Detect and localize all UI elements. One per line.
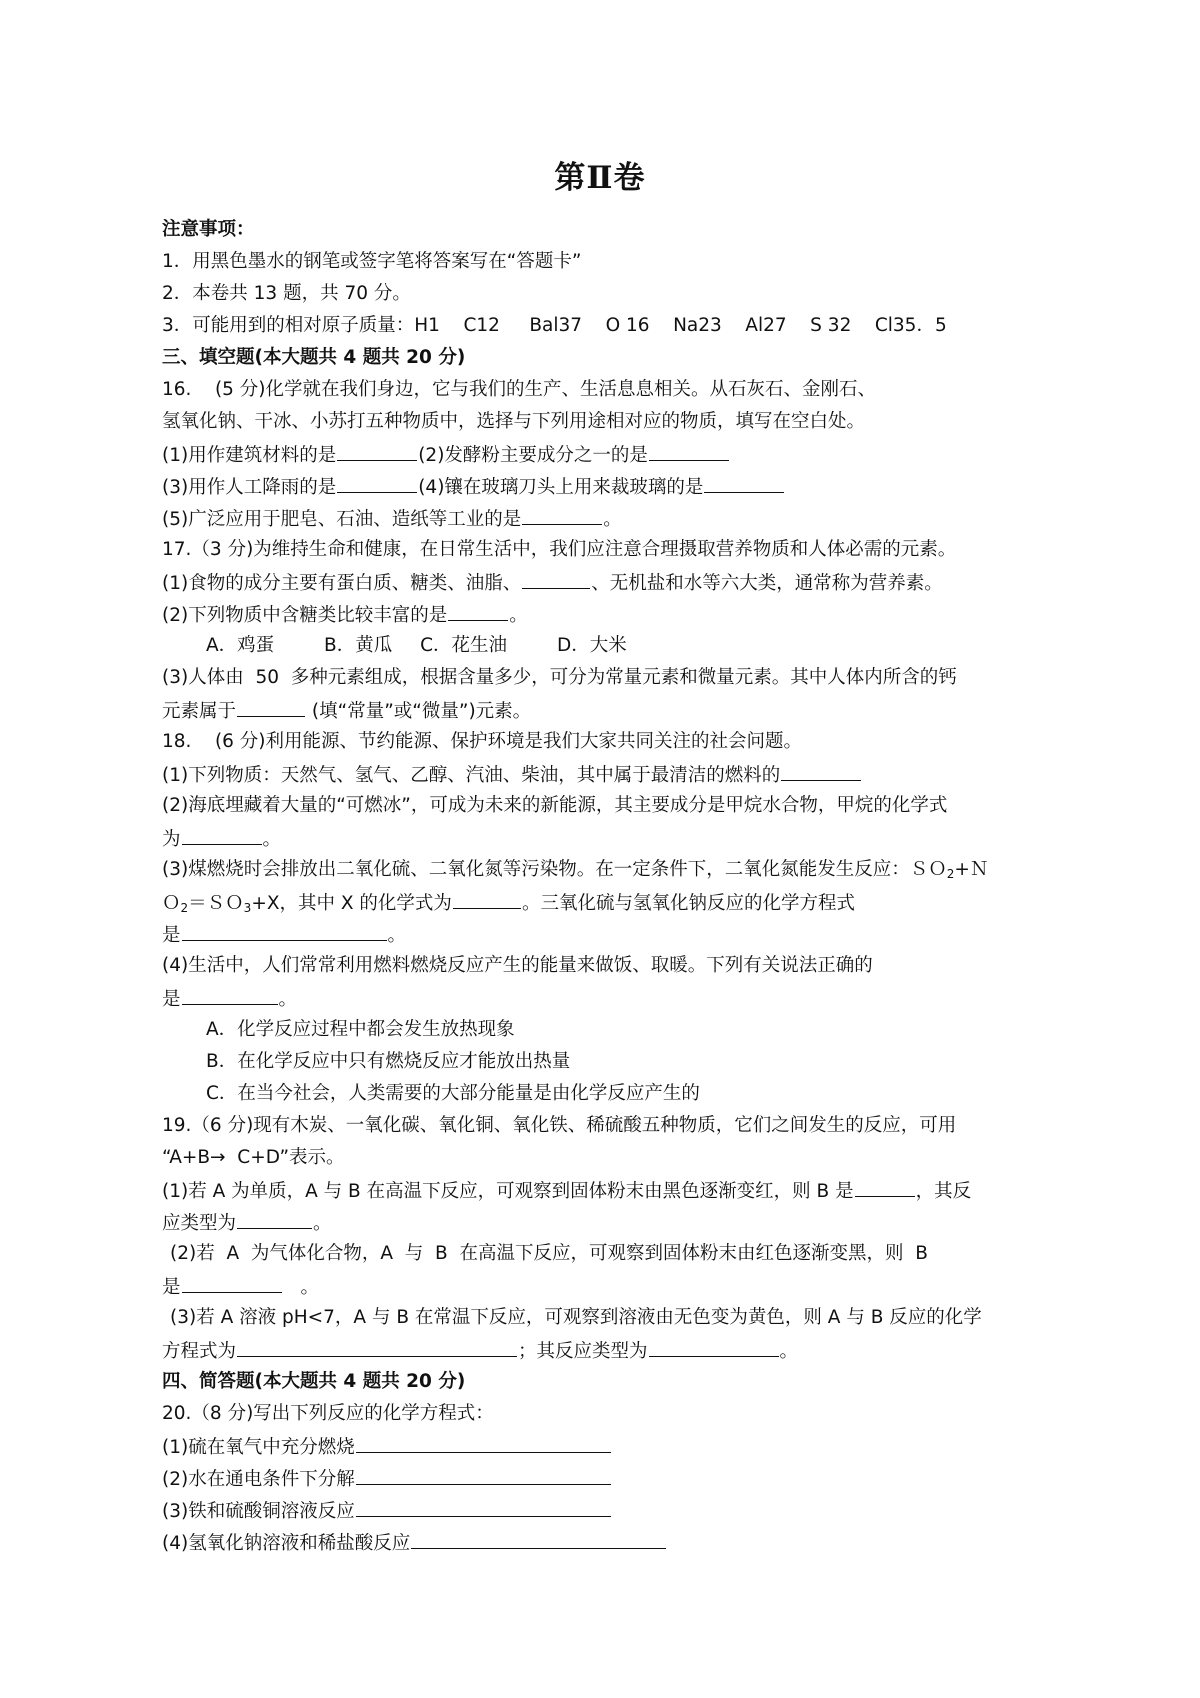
q18-part-3 bbox=[162, 854, 1062, 886]
notice-heading: 注意事项： bbox=[162, 219, 255, 240]
notice-item: 3．可能用到的相对原子质量：H1 C12 Bal37 O 16 Na23 Al27 S 32 Cl35．5 bbox=[162, 315, 947, 336]
q17-p1b: 、无机盐和水等六大类，通常称为营养素。 bbox=[591, 573, 943, 594]
q18-part-2: (2)海底埋藏着大量的“可燃冰”，可成为未来的新能源，其主要成分是甲烷水合物，甲烷的化学式 bbox=[162, 795, 948, 816]
q20-part-4 bbox=[162, 1526, 1062, 1558]
q18-option: B．在化学反应中只有燃烧反应才能放出热量 bbox=[206, 1051, 571, 1072]
answer-blank[interactable] bbox=[522, 566, 590, 589]
option: B．黄瓜 bbox=[324, 635, 393, 656]
q17-part-3-cont bbox=[162, 694, 1062, 726]
q17-part-1 bbox=[162, 566, 1062, 598]
q20-p2: (2)水在通电条件下分解 bbox=[162, 1469, 355, 1490]
q20-p1: (1)硫在氧气中充分燃烧 bbox=[162, 1437, 355, 1458]
q18-option: C．在当今社会，人类需要的大部分能量是由化学反应产生的 bbox=[206, 1083, 700, 1104]
q18-part-3-cont bbox=[162, 886, 1062, 918]
q18-p3b-o: Ｏ bbox=[162, 893, 181, 914]
answer-blank[interactable] bbox=[182, 1270, 282, 1293]
q18-option: A．化学反应过程中都会发生放热现象 bbox=[206, 1019, 515, 1040]
answer-blank[interactable] bbox=[237, 1206, 312, 1229]
q18-part-1 bbox=[162, 758, 1062, 790]
q17-part-2 bbox=[162, 598, 1062, 630]
q19-part-3-cont bbox=[162, 1334, 1062, 1366]
q18-p1: (1)下列物质：天然气、氢气、乙醇、汽油、柴油，其中属于最清洁的燃料的 bbox=[162, 765, 781, 786]
q18-part-4-cont bbox=[162, 982, 1062, 1014]
answer-blank[interactable] bbox=[337, 438, 417, 461]
q18-stem: 18. (6 分)利用能源、节约能源、保护环境是我们大家共同关注的社会问题。 bbox=[162, 731, 803, 752]
q19-part-2: (2)若 A 为气体化合物，A 与 B 在高温下反应，可观察到固体粉末由红色逐渐变黑，则 B bbox=[170, 1243, 928, 1264]
q18-p3c-end: 。 bbox=[387, 925, 407, 946]
q19-p1a-end: ，其反 bbox=[915, 1181, 972, 1202]
q17-p3b: 元素属于 bbox=[162, 701, 237, 722]
answer-blank[interactable] bbox=[781, 758, 861, 781]
q18-p3b-end: 。三氧化硫与氢氧化钠反应的化学方程式 bbox=[521, 893, 855, 914]
q19-part-1-cont bbox=[162, 1206, 1062, 1238]
q19-p1a: (1)若 A 为单质，A 与 B 在高温下反应，可观察到固体粉末由黑色逐渐变红，则 B 是 bbox=[162, 1181, 854, 1202]
q16-part-1-2 bbox=[162, 438, 1062, 470]
subscript: 2 bbox=[180, 901, 189, 915]
q20-part-3 bbox=[162, 1494, 1062, 1526]
answer-blank[interactable] bbox=[855, 1174, 915, 1197]
page-title: 第Ⅱ卷 bbox=[554, 160, 646, 196]
answer-blank[interactable] bbox=[356, 1462, 611, 1485]
section-heading: 三、填空题(本大题共 4 题共 20 分) bbox=[162, 347, 466, 368]
q16-p3-text: (3)用作人工降雨的是 bbox=[162, 477, 337, 498]
q19-stem-cont: “A+B→ C+D”表示。 bbox=[162, 1147, 345, 1168]
q19-p2b-end: 。 bbox=[300, 1277, 320, 1298]
answer-blank[interactable] bbox=[182, 918, 387, 941]
q19-p3b: 方程式为 bbox=[162, 1341, 237, 1362]
answer-blank[interactable] bbox=[649, 1334, 779, 1357]
q18-p4b-end: 。 bbox=[278, 989, 298, 1010]
answer-blank[interactable] bbox=[182, 982, 278, 1005]
answer-blank[interactable] bbox=[237, 1334, 517, 1357]
q19-p3b-mid: ；其反应类型为 bbox=[518, 1341, 648, 1362]
q19-p2b: 是 bbox=[162, 1277, 181, 1298]
exam-content bbox=[162, 214, 1062, 1558]
q19-p1b-end: 。 bbox=[313, 1213, 332, 1234]
subscript: 2 bbox=[946, 867, 955, 881]
answer-blank[interactable] bbox=[237, 694, 305, 717]
notice-item: 2．本卷共 13 题，共 70 分。 bbox=[162, 283, 411, 304]
q16-part-5 bbox=[162, 502, 1062, 534]
answer-blank[interactable] bbox=[411, 1526, 666, 1549]
q16-p1-text: (1)用作建筑材料的是 bbox=[162, 445, 337, 466]
q17-p3c: (填“常量”或“微量”)元素。 bbox=[306, 701, 532, 722]
q18-part-4: (4)生活中，人们常常利用燃料燃烧反应产生的能量来做饭、取暖。下列有关说法正确的 bbox=[162, 955, 873, 976]
q18-p2-end: 。 bbox=[262, 829, 282, 850]
q18-p4b: 是 bbox=[162, 989, 181, 1010]
option: D．大米 bbox=[556, 635, 627, 656]
q20-p3: (3)铁和硫酸铜溶液反应 bbox=[162, 1501, 355, 1522]
q18-p3b-eq: ＝ＳＯ bbox=[188, 893, 244, 914]
answer-blank[interactable] bbox=[356, 1494, 611, 1517]
q20-part-1 bbox=[162, 1430, 1062, 1462]
subscript: 3 bbox=[243, 901, 252, 915]
q16-stem: 16. (5 分)化学就在我们身边，它与我们的生产、生活息息相关。从石灰石、金刚石、 bbox=[162, 379, 877, 400]
answer-blank[interactable] bbox=[337, 470, 417, 493]
q19-p1b: 应类型为 bbox=[162, 1213, 237, 1234]
q18-p3a-end: +Ｎ bbox=[954, 859, 989, 880]
q17-p2-end: 。 bbox=[509, 605, 528, 626]
q20-p4: (4)氢氧化钠溶液和稀盐酸反应 bbox=[162, 1533, 411, 1554]
answer-blank[interactable] bbox=[649, 438, 729, 461]
answer-blank[interactable] bbox=[448, 598, 508, 621]
option: A．鸡蛋 bbox=[206, 635, 275, 656]
notice-item: 1．用黑色墨水的钢笔或签字笔将答案写在“答题卡” bbox=[162, 251, 582, 272]
q17-part-3: (3)人体由 50 多种元素组成，根据含量多少，可分为常量元素和微量元素。其中人体内所含的钙 bbox=[162, 667, 957, 688]
q18-p3a: (3)煤燃烧时会排放出二氧化硫、二氧化氮等污染物。在一定条件下，二氧化氮能发生反应：ＳＯ bbox=[162, 859, 947, 880]
q20-part-2 bbox=[162, 1462, 1062, 1494]
q18-p3b-x: +X，其中 X 的化学式为 bbox=[251, 893, 452, 914]
q18-part-3-cont2 bbox=[162, 918, 1062, 950]
option: C．花生油 bbox=[420, 635, 508, 656]
q17-p2: (2)下列物质中含糖类比较丰富的是 bbox=[162, 605, 448, 626]
q17-stem: 17.（3 分)为维持生命和健康，在日常生活中，我们应注意合理摄取营养物质和人体必需的元素。 bbox=[162, 539, 957, 560]
q18-part-2-cont bbox=[162, 822, 1062, 854]
q16-stem-cont: 氢氧化钠、干冰、小苏打五种物质中，选择与下列用途相对应的物质，填写在空白处。 bbox=[162, 411, 866, 432]
answer-blank[interactable] bbox=[182, 822, 262, 845]
q18-p2b: 为 bbox=[162, 829, 181, 850]
q20-stem: 20.（8 分)写出下列反应的化学方程式： bbox=[162, 1403, 494, 1424]
q17-p1a: (1)食物的成分主要有蛋白质、糖类、油脂、 bbox=[162, 573, 522, 594]
q19-p3b-end: 。 bbox=[779, 1341, 799, 1362]
q19-stem: 19.（6 分)现有木炭、一氧化碳、氧化铜、氧化铁、稀硫酸五种物质，它们之间发生的反应，可用 bbox=[162, 1115, 957, 1136]
q16-part-3-4 bbox=[162, 470, 1062, 502]
answer-blank[interactable] bbox=[704, 470, 784, 493]
q17-options bbox=[162, 630, 1062, 662]
q16-p5-end: 。 bbox=[603, 509, 622, 530]
q16-p2-text: (2)发酵粉主要成分之一的是 bbox=[418, 445, 648, 466]
answer-blank[interactable] bbox=[356, 1430, 611, 1453]
q18-p3c: 是 bbox=[162, 925, 181, 946]
q19-part-3: (3)若 A 溶液 pH<7，A 与 B 在常温下反应，可观察到溶液由无色变为黄色，则 A 与 B 反应的化学 bbox=[170, 1307, 982, 1328]
section-heading: 四、简答题(本大题共 4 题共 20 分) bbox=[162, 1371, 466, 1392]
answer-blank[interactable] bbox=[453, 886, 521, 909]
q19-part-2-cont bbox=[162, 1270, 1062, 1302]
answer-blank[interactable] bbox=[522, 502, 602, 525]
q16-p5-text: (5)广泛应用于肥皂、石油、造纸等工业的是 bbox=[162, 509, 522, 530]
q19-part-1 bbox=[162, 1174, 1062, 1206]
q16-p4-text: (4)镶在玻璃刀头上用来裁玻璃的是 bbox=[418, 477, 704, 498]
